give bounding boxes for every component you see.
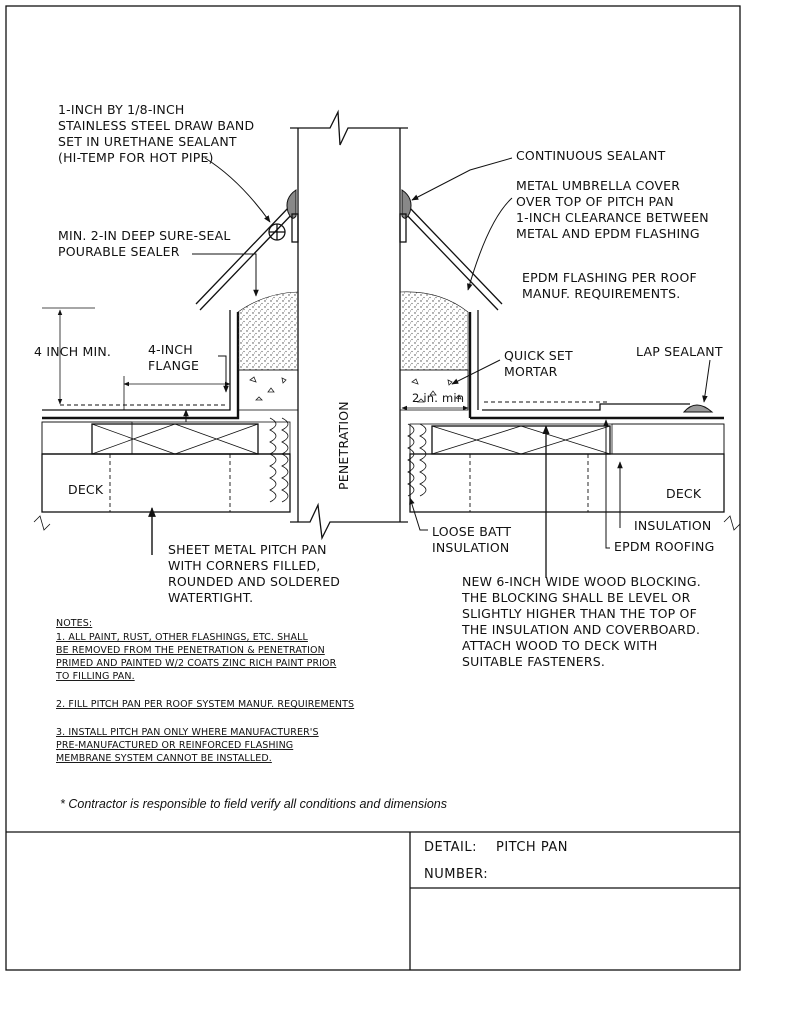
label-continuous-sealant: CONTINUOUS SEALANT [516,148,666,163]
callout-epdm-flashing [522,270,697,301]
callout-sheet-metal [168,542,340,605]
epdm-roofing-left [42,312,238,418]
label-line: 4-INCH [148,342,193,357]
label-line: SUITABLE FASTENERS. [462,654,606,669]
label-line: MANUF. REQUIREMENTS. [522,286,681,301]
callout-quick-set [504,348,573,379]
label-line: 1-INCH BY 1/8-INCH [58,102,185,117]
note-line: 1. ALL PAINT, RUST, OTHER FLASHINGS, ETC. SHALL [56,632,308,643]
label-penetration: PENETRATION [336,401,351,490]
callout-draw-band [58,102,254,165]
label-line: MIN. 2-IN DEEP SURE-SEAL [58,228,231,243]
lap-sealant [684,405,712,412]
label-line: WATERTIGHT. [168,590,254,605]
pourable-sealer-right [400,292,468,370]
label-line: METAL UMBRELLA COVER [516,178,681,193]
callout-wood-blocking [461,574,701,669]
label-line: THE BLOCKING SHALL BE LEVEL OR [462,590,691,605]
detail-label: DETAIL: [424,840,478,855]
label-line: ROUNDED AND SOLDERED [168,574,341,589]
note-line: MEMBRANE SYSTEM CANNOT BE INSTALLED. [56,753,272,764]
label-line: (HI-TEMP FOR HOT PIPE) [58,150,214,165]
quick-set-mortar-left [238,370,298,410]
label-lap-sealant: LAP SEALANT [636,344,723,359]
label-line: STAINLESS STEEL DRAW BAND [58,118,255,133]
label-line: NEW 6-INCH WIDE WOOD BLOCKING. [462,574,701,589]
roof-assembly-left [42,422,290,512]
callout-loose-batt [432,524,511,555]
label-epdm-roofing: EPDM ROOFING [614,539,715,554]
callout-umbrella [516,178,709,241]
label-line: THE INSULATION AND COVERBOARD. [462,622,701,637]
number-label: NUMBER: [424,867,489,882]
label-line: METAL AND EPDM FLASHING [516,226,700,241]
label-line: 1-INCH CLEARANCE BETWEEN [516,210,709,225]
pitch-pan-flange-right [482,404,690,410]
pourable-sealer-left [238,292,298,370]
wood-blocking-right [432,426,610,512]
umbrella-cover-right-inner [408,206,502,304]
label-line: SLIGHTLY HIGHER THAN THE TOP OF [462,606,697,621]
detail-value: PITCH PAN [496,840,568,855]
pitch-pan-flange-left [42,310,230,410]
loose-batt-insulation-left [270,418,288,502]
label-line: POURABLE SEALER [58,244,180,259]
label-line: ATTACH WOOD TO DECK WITH [462,638,658,653]
title-block [424,840,568,882]
wood-blocking-left [92,424,258,512]
label-deck-left: DECK [68,482,104,497]
loose-batt-insulation-right [408,424,426,496]
label-line: EPDM FLASHING PER ROOF [522,270,697,285]
umbrella-cover-left-inner [196,206,290,304]
label-line: LOOSE BATT [432,524,512,539]
label-line: WITH CORNERS FILLED, [168,558,321,573]
note-line: PRIMED AND PAINTED W/2 COATS ZINC RICH PAINT PRIOR [56,658,337,669]
note-line: BE REMOVED FROM THE PENETRATION & PENETRATION [56,645,325,656]
note-line: PRE-MANUFACTURED OR REINFORCED FLASHING [56,740,294,751]
label-insulation: INSULATION [634,518,712,533]
footnote: * Contractor is responsible to field verify all conditions and dimensions [60,797,447,811]
notes-heading: NOTES: [56,618,93,629]
pitch-pan-drawing [34,112,740,538]
label-deck-right: DECK [666,486,702,501]
label-line: OVER TOP OF PITCH PAN [516,194,674,209]
label-line: FLANGE [148,358,200,373]
label-line: INSULATION [432,540,510,555]
draw-band-bolt-icon [269,224,285,240]
note-line: 2. FILL PITCH PAN PER ROOF SYSTEM MANUF. REQUIREMENTS [56,699,355,710]
label-line: MORTAR [504,364,558,379]
note-line: TO FILLING PAN. [56,671,135,682]
label-line: SHEET METAL PITCH PAN [168,542,327,557]
label-line: QUICK SET [504,348,573,363]
callout-flange [148,342,199,373]
label-4-inch-min: 4 INCH MIN. [34,344,112,359]
label-2-in-min: 2 in. min [412,391,465,405]
label-line: SET IN URETHANE SEALANT [58,134,237,149]
notes [55,618,354,764]
note-line: 3. INSTALL PITCH PAN ONLY WHERE MANUFACTURER'S [56,727,319,738]
